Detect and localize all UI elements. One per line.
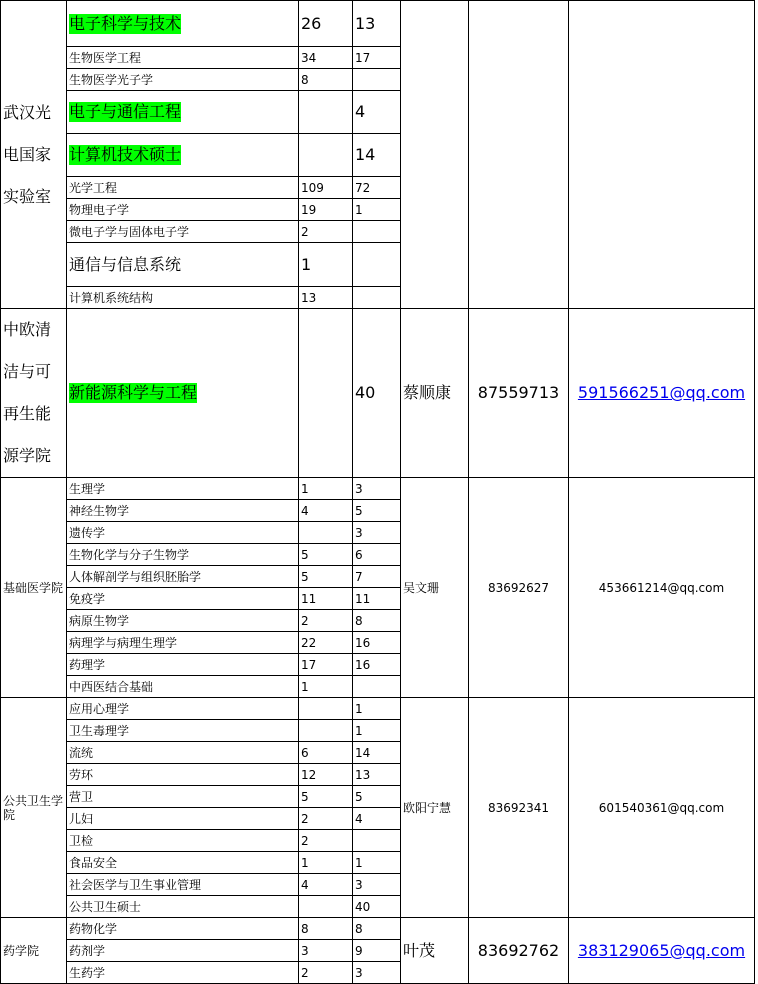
major-name: 生药学 <box>69 965 106 980</box>
count-cell-2: 14 <box>353 742 401 764</box>
count-cell-2: 13 <box>353 764 401 786</box>
phone-cell <box>469 1 569 309</box>
major-cell <box>67 500 299 522</box>
major-cell <box>67 221 299 243</box>
table-row <box>1 698 755 720</box>
major-cell <box>67 962 299 984</box>
major-name: 通信与信息系统 <box>69 254 182 274</box>
major-cell <box>67 764 299 786</box>
count-cell-2 <box>353 221 401 243</box>
count-cell-1: 22 <box>299 632 353 654</box>
count-cell-1 <box>299 91 353 134</box>
major-cell <box>67 786 299 808</box>
count-cell-2: 5 <box>353 500 401 522</box>
email-cell <box>569 698 755 918</box>
count-cell-2: 3 <box>353 522 401 544</box>
phone-cell: 83692762 <box>469 918 569 984</box>
count-cell-2: 11 <box>353 588 401 610</box>
count-cell-2: 8 <box>353 918 401 940</box>
major-name: 药理学 <box>69 657 106 672</box>
count-cell-2: 40 <box>353 309 401 478</box>
count-cell-2: 17 <box>353 47 401 69</box>
count-cell-1: 109 <box>299 177 353 199</box>
institute-cell: 基础医学院 <box>1 478 67 698</box>
table-row <box>1 918 755 940</box>
count-cell-1: 5 <box>299 544 353 566</box>
count-cell-1: 5 <box>299 566 353 588</box>
count-cell-1 <box>299 309 353 478</box>
major-cell <box>67 309 299 478</box>
major-name: 食品安全 <box>69 855 118 870</box>
phone-cell: 83692341 <box>469 698 569 918</box>
contact-cell: 欧阳宁慧 <box>401 698 469 918</box>
major-cell <box>67 47 299 69</box>
major-cell <box>67 896 299 918</box>
count-cell-1: 11 <box>299 588 353 610</box>
count-cell-1: 1 <box>299 852 353 874</box>
major-cell <box>67 852 299 874</box>
major-cell <box>67 478 299 500</box>
major-name: 儿妇 <box>69 811 94 826</box>
table-row <box>1 309 755 478</box>
count-cell-1: 2 <box>299 962 353 984</box>
email-cell <box>569 309 755 478</box>
count-cell-2 <box>353 69 401 91</box>
count-cell-2: 5 <box>353 786 401 808</box>
count-cell-1: 19 <box>299 199 353 221</box>
major-name: 药剂学 <box>69 943 106 958</box>
major-name: 卫生毒理学 <box>69 723 130 738</box>
major-cell <box>67 874 299 896</box>
count-cell-2: 4 <box>353 808 401 830</box>
major-name: 人体解剖学与组织胚胎学 <box>69 569 202 584</box>
major-name: 生物化学与分子生物学 <box>69 547 190 562</box>
count-cell-1: 1 <box>299 676 353 698</box>
major-name: 生物医学工程 <box>69 50 142 65</box>
major-cell <box>67 243 299 287</box>
major-cell <box>67 199 299 221</box>
major-cell <box>67 287 299 309</box>
major-cell <box>67 134 299 177</box>
table-body <box>1 1 755 984</box>
email-text: 601540361@qq.com <box>598 800 725 815</box>
major-name: 遗传学 <box>69 525 106 540</box>
major-cell <box>67 742 299 764</box>
contact-cell <box>401 1 469 309</box>
institute-cell: 药学院 <box>1 918 67 984</box>
major-name: 营卫 <box>69 789 94 804</box>
major-cell <box>67 610 299 632</box>
count-cell-1 <box>299 720 353 742</box>
major-cell <box>67 676 299 698</box>
major-name: 生物医学光子学 <box>69 72 154 87</box>
contact-cell: 叶茂 <box>401 918 469 984</box>
count-cell-1: 26 <box>299 1 353 47</box>
count-cell-2: 4 <box>353 91 401 134</box>
count-cell-1: 3 <box>299 940 353 962</box>
major-cell <box>67 91 299 134</box>
major-name: 流统 <box>69 745 94 760</box>
institute-cell: 公共卫生学院 <box>1 698 67 918</box>
major-name: 卫检 <box>69 833 94 848</box>
count-cell-2: 40 <box>353 896 401 918</box>
count-cell-2: 1 <box>353 698 401 720</box>
contact-cell: 吴文珊 <box>401 478 469 698</box>
email-text: 453661214@qq.com <box>598 580 725 595</box>
count-cell-1 <box>299 896 353 918</box>
major-cell <box>67 522 299 544</box>
count-cell-2: 13 <box>353 1 401 47</box>
major-cell <box>67 940 299 962</box>
major-name: 应用心理学 <box>69 701 130 716</box>
count-cell-2 <box>353 243 401 287</box>
count-cell-2 <box>353 676 401 698</box>
major-cell <box>67 632 299 654</box>
major-cell <box>67 808 299 830</box>
email-link[interactable]: 591566251@qq.com <box>577 383 746 402</box>
count-cell-1: 8 <box>299 918 353 940</box>
major-name: 计算机系统结构 <box>69 290 154 305</box>
count-cell-2: 1 <box>353 720 401 742</box>
count-cell-1: 4 <box>299 500 353 522</box>
count-cell-1: 2 <box>299 610 353 632</box>
count-cell-1 <box>299 134 353 177</box>
count-cell-1: 12 <box>299 764 353 786</box>
count-cell-2: 14 <box>353 134 401 177</box>
count-cell-1: 2 <box>299 830 353 852</box>
major-name: 生理学 <box>69 481 106 496</box>
email-link[interactable]: 383129065@qq.com <box>577 940 746 960</box>
major-name: 计算机技术硕士 <box>69 145 182 164</box>
major-cell <box>67 918 299 940</box>
major-cell <box>67 830 299 852</box>
institute-cell: 武汉光电国家实验室 <box>1 1 67 309</box>
major-cell <box>67 720 299 742</box>
institute-cell: 中欧清洁与可再生能源学院 <box>1 309 67 478</box>
phone-cell: 83692627 <box>469 478 569 698</box>
contact-cell: 蔡顺康 <box>401 309 469 478</box>
count-cell-1 <box>299 698 353 720</box>
count-cell-2: 8 <box>353 610 401 632</box>
count-cell-2: 9 <box>353 940 401 962</box>
count-cell-1: 8 <box>299 69 353 91</box>
table-row <box>1 478 755 500</box>
count-cell-2: 3 <box>353 478 401 500</box>
count-cell-2: 6 <box>353 544 401 566</box>
major-cell <box>67 69 299 91</box>
count-cell-2: 1 <box>353 199 401 221</box>
count-cell-1: 4 <box>299 874 353 896</box>
major-cell <box>67 544 299 566</box>
count-cell-1: 1 <box>299 243 353 287</box>
count-cell-2: 3 <box>353 874 401 896</box>
major-cell <box>67 654 299 676</box>
phone-cell: 87559713 <box>469 309 569 478</box>
major-name: 中西医结合基础 <box>69 679 154 694</box>
major-name: 药物化学 <box>69 921 118 936</box>
major-name: 公共卫生硕士 <box>69 899 142 914</box>
count-cell-1: 6 <box>299 742 353 764</box>
count-cell-2: 72 <box>353 177 401 199</box>
count-cell-1: 34 <box>299 47 353 69</box>
major-name: 神经生物学 <box>69 503 130 518</box>
count-cell-1: 13 <box>299 287 353 309</box>
email-cell <box>569 1 755 309</box>
count-cell-1 <box>299 522 353 544</box>
major-name: 新能源科学与工程 <box>69 383 198 402</box>
count-cell-2 <box>353 830 401 852</box>
major-name: 物理电子学 <box>69 202 130 217</box>
count-cell-1: 5 <box>299 786 353 808</box>
count-cell-2: 3 <box>353 962 401 984</box>
major-cell <box>67 177 299 199</box>
major-cell <box>67 566 299 588</box>
count-cell-1: 1 <box>299 478 353 500</box>
count-cell-2: 1 <box>353 852 401 874</box>
count-cell-2 <box>353 287 401 309</box>
major-cell <box>67 588 299 610</box>
count-cell-1: 2 <box>299 808 353 830</box>
major-name: 微电子学与固体电子学 <box>69 224 190 239</box>
major-name: 电子与通信工程 <box>69 102 182 121</box>
count-cell-2: 7 <box>353 566 401 588</box>
major-name: 电子科学与技术 <box>69 13 182 33</box>
major-cell <box>67 1 299 47</box>
email-cell <box>569 918 755 984</box>
major-name: 社会医学与卫生事业管理 <box>69 877 202 892</box>
major-cell <box>67 698 299 720</box>
major-name: 劳环 <box>69 767 94 782</box>
email-cell <box>569 478 755 698</box>
major-name: 病原生物学 <box>69 613 130 628</box>
table-row <box>1 1 755 47</box>
count-cell-1: 2 <box>299 221 353 243</box>
count-cell-1: 17 <box>299 654 353 676</box>
major-name: 光学工程 <box>69 180 118 195</box>
major-name: 病理学与病理生理学 <box>69 635 178 650</box>
count-cell-2: 16 <box>353 632 401 654</box>
major-name: 免疫学 <box>69 591 106 606</box>
count-cell-2: 16 <box>353 654 401 676</box>
